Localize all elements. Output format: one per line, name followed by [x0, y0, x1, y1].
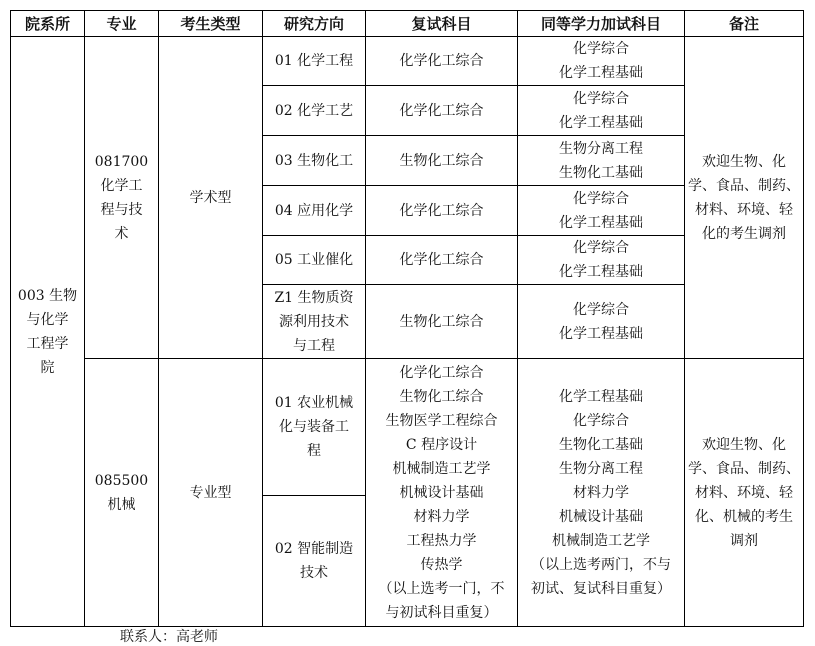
- contact-line: 联系人：高老师: [120, 629, 218, 645]
- table-row: [11, 37, 804, 86]
- candidate-type-cell: 专业型: [159, 359, 263, 627]
- extra-cell: 化学综合 化学工程基础: [518, 37, 685, 86]
- table-row: [11, 359, 804, 496]
- direction-cell: Z1 生物质资 源利用技术 与工程: [263, 285, 366, 359]
- header-extra-subjects: 同等学力加试科目: [518, 11, 685, 37]
- direction-cell: 03 生物化工: [263, 136, 366, 186]
- direction-cell: 01 农业机械 化与装备工 程: [263, 359, 366, 496]
- extra-cell: 化学工程基础 化学综合 生物化工基础 生物分离工程 材料力学 机械设计基础 机械制造工艺学 （以上选考两门，不与 初试、复试科目重复）: [518, 359, 685, 627]
- direction-cell: 05 工业催化: [263, 236, 366, 285]
- remarks-cell: 欢迎生物、化 学、食品、制药、 材料、环境、轻 化、机械的考生 调剂: [685, 359, 804, 627]
- direction-cell: 02 化学工艺: [263, 86, 366, 136]
- extra-cell: 化学综合 化学工程基础: [518, 236, 685, 285]
- header-candidate-type: 考生类型: [159, 11, 263, 37]
- major-cell: 081700 化学工 程与技 术: [85, 37, 159, 359]
- direction-cell: 04 应用化学: [263, 186, 366, 236]
- header-department: 院系所: [11, 11, 85, 37]
- header-major: 专业: [85, 11, 159, 37]
- retest-cell: 化学化工综合: [366, 86, 518, 136]
- direction-cell: 02 智能制造 技术: [263, 496, 366, 627]
- candidate-type-cell: 学术型: [159, 37, 263, 359]
- retest-cell: 化学化工综合: [366, 236, 518, 285]
- header-remarks: 备注: [685, 11, 804, 37]
- header-retest-subjects: 复试科目: [366, 11, 518, 37]
- admission-table: [10, 10, 804, 627]
- extra-cell: 生物分离工程 生物化工基础: [518, 136, 685, 186]
- department-cell: 003 生物 与化学 工程学 院: [11, 37, 85, 627]
- retest-cell: 化学化工综合: [366, 186, 518, 236]
- retest-cell: 化学化工综合: [366, 37, 518, 86]
- header-row: [11, 11, 804, 37]
- retest-cell: 化学化工综合 生物化工综合 生物医学工程综合 C 程序设计 机械制造工艺学 机械设计基础 材料力学 工程热力学 传热学 （以上选考一门，不 与初试科目重复）: [366, 359, 518, 627]
- extra-cell: 化学综合 化学工程基础: [518, 285, 685, 359]
- retest-cell: 生物化工综合: [366, 285, 518, 359]
- remarks-cell: 欢迎生物、化 学、食品、制药、 材料、环境、轻 化的考生调剂: [685, 37, 804, 359]
- direction-cell: 01 化学工程: [263, 37, 366, 86]
- header-research-direction: 研究方向: [263, 11, 366, 37]
- extra-cell: 化学综合 化学工程基础: [518, 186, 685, 236]
- major-cell: 085500 机械: [85, 359, 159, 627]
- extra-cell: 化学综合 化学工程基础: [518, 86, 685, 136]
- retest-cell: 生物化工综合: [366, 136, 518, 186]
